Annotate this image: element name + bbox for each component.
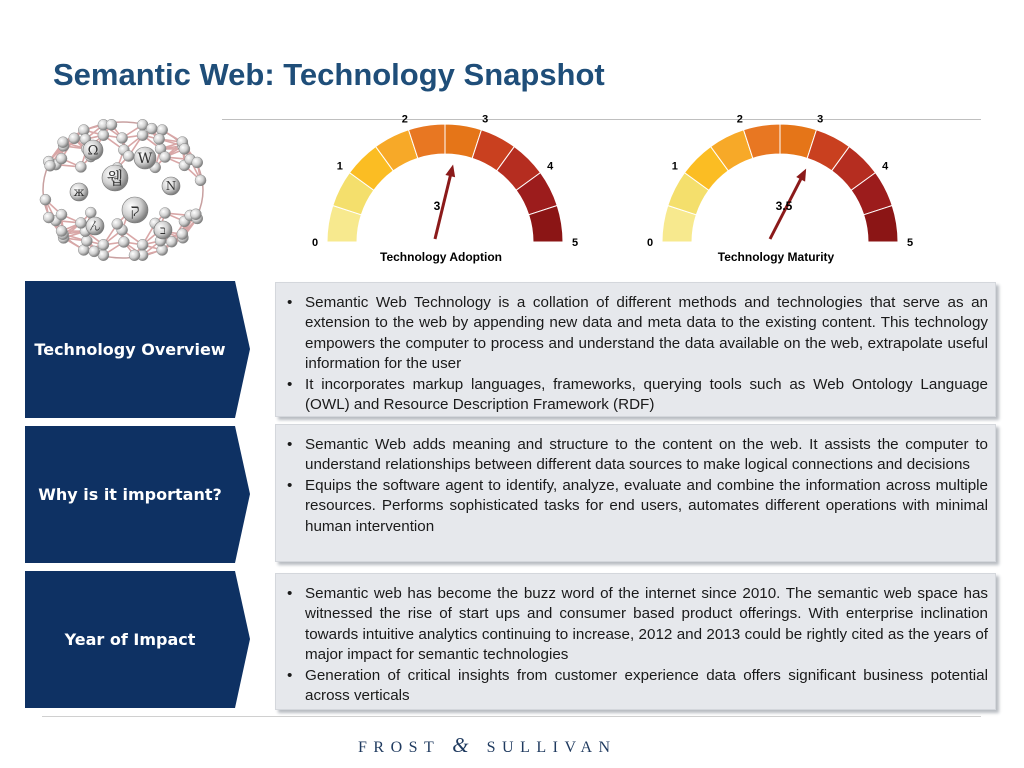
gauge-tick-label: 3 <box>817 115 824 126</box>
bullet-item: • Semantic web has become the buzz word of the internet since 2010. The semantic web space has witnessed the rise of start ups and consumer based product offerings. With enterprise inclination towards intuitive analytics continuing to increase, 2012 and 2013 could be rightly cited as the years of major impact for semantic technologies <box>283 584 988 666</box>
gauge-tick-label: 3 <box>482 115 489 126</box>
gauge-tick-label: 4 <box>547 160 554 173</box>
section-panel-why-important <box>275 424 996 562</box>
gauge-tick-label: 5 <box>571 237 579 249</box>
gauge-tick-label: 5 <box>906 237 914 249</box>
section-chevron-why-important <box>25 426 250 563</box>
section-chevron-technology-overview <box>25 281 250 418</box>
footer-text-right: SULLIVAN <box>486 739 617 756</box>
section-panel-year-of-impact <box>275 573 996 710</box>
wikipedia-globe-logo <box>25 115 220 265</box>
bullet-item: • Semantic Web adds meaning and structure to the content on the web. It assists the computer to understand relationships between different data sources to make logical connections and decisions <box>283 435 988 476</box>
svg-text:ん: ん <box>89 219 101 234</box>
bullet-item: • It incorporates markup languages, frameworks, querying tools such as Web Ontology Language (OWL) and Resource Description Framework (RDF) <box>283 375 988 416</box>
section-label: Year of Impact <box>64 630 196 649</box>
gauge-title: Technology Adoption <box>380 250 502 264</box>
svg-text:N: N <box>165 179 177 194</box>
svg-text:Ω: Ω <box>87 143 99 159</box>
gauge-tick-label: 1 <box>336 160 343 173</box>
bullet-item: • Generation of critical insights from customer experience data offers significant business potential across verticals <box>283 666 988 707</box>
footer-ampersand: & <box>452 733 469 757</box>
svg-text:ק: ק <box>130 199 140 220</box>
frost-sullivan-logo <box>358 733 617 758</box>
svg-text:ж: ж <box>73 185 85 200</box>
wikipedia-globe-icon <box>25 115 220 265</box>
gauge-title: Technology Maturity <box>717 250 835 264</box>
section-panel-technology-overview <box>275 282 996 417</box>
footer-divider <box>42 716 981 717</box>
gauge-value: 3 <box>433 199 441 213</box>
section-chevron-year-of-impact <box>25 571 250 708</box>
technology-maturity-gauge <box>635 115 925 265</box>
gauge-tick-label: 2 <box>401 115 408 126</box>
gauge-tick-label: 0 <box>311 237 319 249</box>
svg-text:ב: ב <box>160 223 166 238</box>
gauge-tick-label: 2 <box>736 115 743 126</box>
gauge-needle-head <box>445 164 455 177</box>
bullet-item: • Semantic Web Technology is a collation of different methods and technologies that serve as an extension to the web by appending new data and meta data to the existing content. This technology empowers the computer to process and understand the data available on the web, extrapolate useful information for the user <box>283 293 988 375</box>
svg-text:웹: 웹 <box>106 167 124 188</box>
svg-text:W: W <box>137 150 153 167</box>
footer-text-left: FROST <box>358 739 441 756</box>
bullet-item: • Equips the software agent to identify, analyze, evaluate and combine the information across multiple resources. Performs sophisticated tasks for end users, automates different operations with minimal human intervention <box>283 476 988 537</box>
gauge-value: 3.5 <box>775 199 793 213</box>
section-label: Technology Overview <box>34 340 226 359</box>
section-label: Why is it important? <box>38 485 222 504</box>
gauge-tick-label: 0 <box>646 237 654 249</box>
technology-adoption-gauge <box>300 115 590 265</box>
page-title: Semantic Web: Technology Snapshot <box>53 57 605 92</box>
gauge-tick-label: 4 <box>882 160 889 173</box>
gauge-tick-label: 1 <box>671 160 678 173</box>
